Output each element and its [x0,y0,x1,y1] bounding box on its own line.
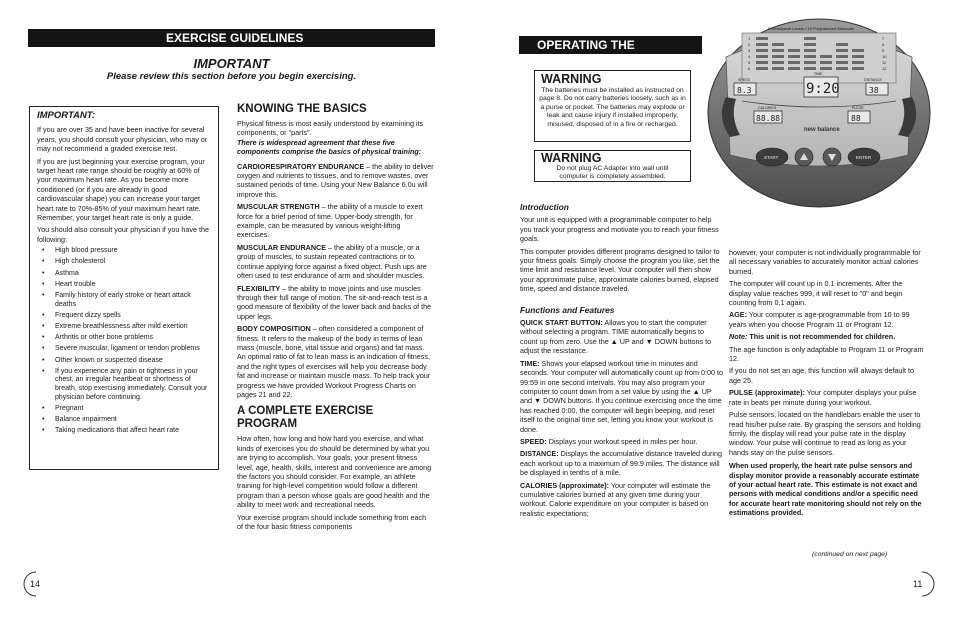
list-item: • If you experience any pain or tightness in your chest, an irregular heartbeat or shortness of breath, stop exercising immediately. Consult your physician before continuing. [37,368,212,402]
calories-term: CALORIES (approximate): [520,480,610,490]
list-item: • Extreme breathlessness after mild exertion [37,323,212,332]
introduction-heading: Introduction [520,202,569,212]
heart-rate-disclaimer: When used properly, the heart rate pulse sensors and display monitor provide a reasonably accurate estimate of your actual heart rate. This estimate is not exact and persons with medical conditions and/or a specific need for accurate heart rate monitoring should not rely on the estimations provided. [729,461,922,518]
svg-text:7: 7 [882,36,885,41]
pulse-term: PULSE (approximate): [729,388,805,398]
important-paragraph-1: If you are over 35 and have been inactive for several years, you should consult your physician, who may or may not recommend a graded exercise test. [37,125,208,154]
list-item: • Severe muscular, ligament or tendon problems [37,345,212,354]
introduction-paragraph-2: This computer provides different programs designed to tailor to your fitness goals. Simply choose the program you like, set the time limit and resistance level. Your computer will then show your approximate pulse, approximate calories burned, elapsed time, speed and distance traveled. [520,246,720,294]
section-header-exercise-guidelines: EXERCISE GUIDELINES [28,29,435,47]
list-item: • Heart trouble [37,281,212,290]
console-top-label: 8 Resistance Levels • 10 Programmed Workouts [768,26,855,31]
condition-list [37,247,212,435]
basics-column [237,103,434,534]
important-box-title: IMPORTANT: [37,110,96,121]
introduction-paragraph-1: Your unit is equipped with a programmable computer to help you track your progress and motivate you to reach your fitness goals. [520,215,719,244]
important-paragraph-2: If you are just beginning your exercise program, your target heart rate range should be roughly at 60% of your maximum heart rate. As you become more conditioned (or if you are already in good cardiovascular shape) you can increase your target heart rate to 70%-85% of your maximum heart rate. Remember, your target heart rate is only a guide. [37,156,205,223]
list-item: • High cholesterol [37,258,212,267]
time-text: Shows your elapsed workout time in minutes and seconds. Your computer will automatically count up from 0:00 to 99:59 in one second intervals. You may also program your computer to count down from a set value by using the ▲ UP and ▼ DOWN buttons. If you continue exercising once the time has reached 0:00, the computer will begin beeping, and reset itself to the original time set, letting you know your workout is done. [520,358,723,434]
list-item: • Balance impairment [37,416,212,425]
pulse-sensors-paragraph: Pulse sensors, located on the handlebars enable the user to read his/her pulse rate. By grasping the sensors and holding firmly, the display will read your pulse rate in the display window. Your pulse will continue to read as long as your hands stay on the pulse sensors. [729,410,921,457]
warning-title: WARNING [541,72,602,86]
quick-start-text: Allows you to start the computer without selecting a program. TIME automatically begins to count up from zero. Use the ▲ UP and ▼ DOWN buttons to adjust the resistance. [520,318,712,356]
program-heading: A COMPLETE EXERCISE PROGRAM [237,405,374,431]
calories-increments: The computer will count up in 0.1 increments. After the display value reaches 999, it will reset to "0" and begin counting from 0.1 again. [729,279,903,308]
svg-text:DISTANCE: DISTANCE [864,78,882,82]
svg-text:6: 6 [748,66,751,71]
speed-term: SPEED: [520,436,547,446]
term-strength: MUSCULAR STRENGTH [237,202,320,212]
warning-body-batteries: The batteries must be installed as instructed on page 8. Do not carry batteries loosely, such as in a purse or pocket. The batteries may explode or leak and cause injury if installed improperly, misused, disposed of in a fire or recharged. [539,87,686,128]
list-item: • Family history of early stroke or heart attack deaths [37,292,212,309]
list-item: • Other known or suspected disease [37,357,212,366]
distance-text: Displays the accumulative distance traveled during each workout up to a maximum of 99.9 miles. The distance will be displayed in tenths of a mile. [520,449,723,478]
continued-note: (continued on next page) [812,551,888,558]
quick-start-term: QUICK START BUTTON: [520,318,603,328]
svg-text:12: 12 [882,66,887,71]
important-box [29,106,219,470]
computer-column-1 [520,203,723,521]
program-paragraph-2: Your exercise program should include something from each of the four basic fitness components [237,512,427,532]
list-item: • Arthritis or other bone problems [37,334,212,343]
age-term: AGE: [729,310,747,320]
svg-text:TIME: TIME [814,72,823,76]
page-number-left: 14 [30,579,41,589]
svg-text:ENTER: ENTER [856,155,872,160]
term-strength-text: – the ability of a muscle to exert force for a brief period of time. Upper-body strength, for example, can be measured by various weight-lifting exercises. [237,202,423,240]
svg-text:8.3: 8.3 [737,86,752,95]
pulse-text: Your computer displays your pulse rate in beats per minute during your workout. [729,388,917,407]
list-item: • High blood pressure [37,247,212,256]
time-term: TIME: [520,358,540,368]
term-flexibility: FLEXIBILITY [237,283,281,293]
important-paragraph-3: You should also consult your physician if you have the following: [37,225,209,244]
computer-console-illustration [706,17,932,209]
basics-heading: KNOWING THE BASICS [237,103,367,115]
term-endurance-text: – the ability of a muscle, or a group of muscles, to sustain repeated contractions or to continue applying force against a fixed object. Push ups are often used to test endurance of arm and shoulder muscles. [237,242,427,281]
svg-text:PULSE: PULSE [852,106,864,110]
svg-text:3: 3 [748,48,751,53]
note-term: Note: [729,332,748,342]
svg-text:9: 9 [882,48,885,53]
svg-text:88.88: 88.88 [756,114,781,123]
warning-box-adapter [534,150,691,182]
svg-text:1: 1 [748,36,751,41]
basics-intro-emphasis: There is widespread agreement that these five components comprise the basics of physical training: [237,137,422,157]
basics-intro: Physical fitness is most easily understood by examining its components, or "parts". [237,119,424,138]
term-endurance: MUSCULAR ENDURANCE [237,242,327,252]
age-program-note: The age function is only adaptable to Program 11 or Program 12. [729,344,924,364]
important-title: IMPORTANT [193,56,270,71]
svg-text:38: 38 [869,86,879,95]
svg-text:11: 11 [882,60,887,65]
svg-text:10: 10 [882,54,887,59]
functions-heading: Functions and Features [520,304,615,315]
brand-logo: new balance [804,127,840,133]
important-subtitle: Please review this section before you begin exercising. [106,71,357,82]
term-body-composition: BODY COMPOSITION [237,324,311,334]
svg-text:CALORIES: CALORIES [758,106,777,110]
term-body-composition-text: – often considered a component of fitness. It refers to the makeup of the body in terms of lean mass (muscle, bone, vital tissue and organs) and fat mass. An optimal ratio of fat to lean mass is an indication of fitness, and the right types of exercises will help you decrease body fat and increase or maintain muscle mass. To help track your progress we have provided Workout Progress Charts on pages 21 and 22. [237,324,431,399]
warning-title: WARNING [541,151,602,165]
svg-text:SPEED: SPEED [738,78,751,82]
svg-text:8: 8 [882,42,885,47]
calories-continued: however, your computer is not individually programmable for all necessary variables to accurately monitor actual calories burned. [729,248,921,276]
list-item: • Asthma [37,270,212,279]
program-paragraph-1: How often, how long and how hard you exercise, and what kinds of exercises you do should be determined by what you are trying to accomplish. Your goals, your present fitness level, age, health, skills, interest and convenience are among the factors you should consider. For example, an athlete training for high-level competition would follow a different program than a person whose goals are good health and the ability to meet work and recreational needs. [237,434,432,510]
age-text: Your computer is age-programmable from 10 to 99 years when you choose Program 11 or Program 12. [729,310,910,329]
svg-text:9:20: 9:20 [806,81,840,97]
svg-text:4: 4 [748,54,751,59]
age-default-note: If you do not set an age, this function will always default to age 25. [729,366,914,385]
list-item: • Taking medications that affect heart rate [37,427,212,436]
term-flexibility-text: – the ability to move joints and use muscles through their full range of motion. The sit-and-reach test is a good measure of flexibility of the lower back and backs of the upper legs. [237,283,432,321]
svg-text:START: START [764,155,779,160]
svg-text:88: 88 [851,114,861,123]
note-text: This unit is not recommended for children. [747,332,896,342]
svg-text:2: 2 [748,42,751,47]
distance-term: DISTANCE: [520,449,559,459]
calories-text: Your computer will estimate the cumulative calories burned at any given time during your workout. Calorie expenditure on your computer is based on realistic expectations; [520,480,711,518]
warning-body-adapter: Do not plug AC Adapter into wall until computer is completely assembled. [556,165,669,181]
svg-text:5: 5 [748,60,751,65]
list-item: • Frequent dizzy spells [37,312,212,321]
term-cardio-text: – the ability to deliver oxygen and nutrients to tissues, and to remove wastes, over sustained periods of time. Using your New Balance 6.0u will improve this. [237,161,434,199]
speed-text: Displays your workout speed in miles per hour. [546,436,698,446]
page-number-right: 11 [913,579,923,589]
section-header-operating-computer: OPERATING THE COMPUTER [519,36,702,54]
warning-box-batteries [534,70,691,142]
term-cardio: CARDIORESPIRATORY ENDURANCE [237,161,365,171]
computer-column-2 [729,248,925,521]
list-item: • Pregnant [37,405,212,414]
